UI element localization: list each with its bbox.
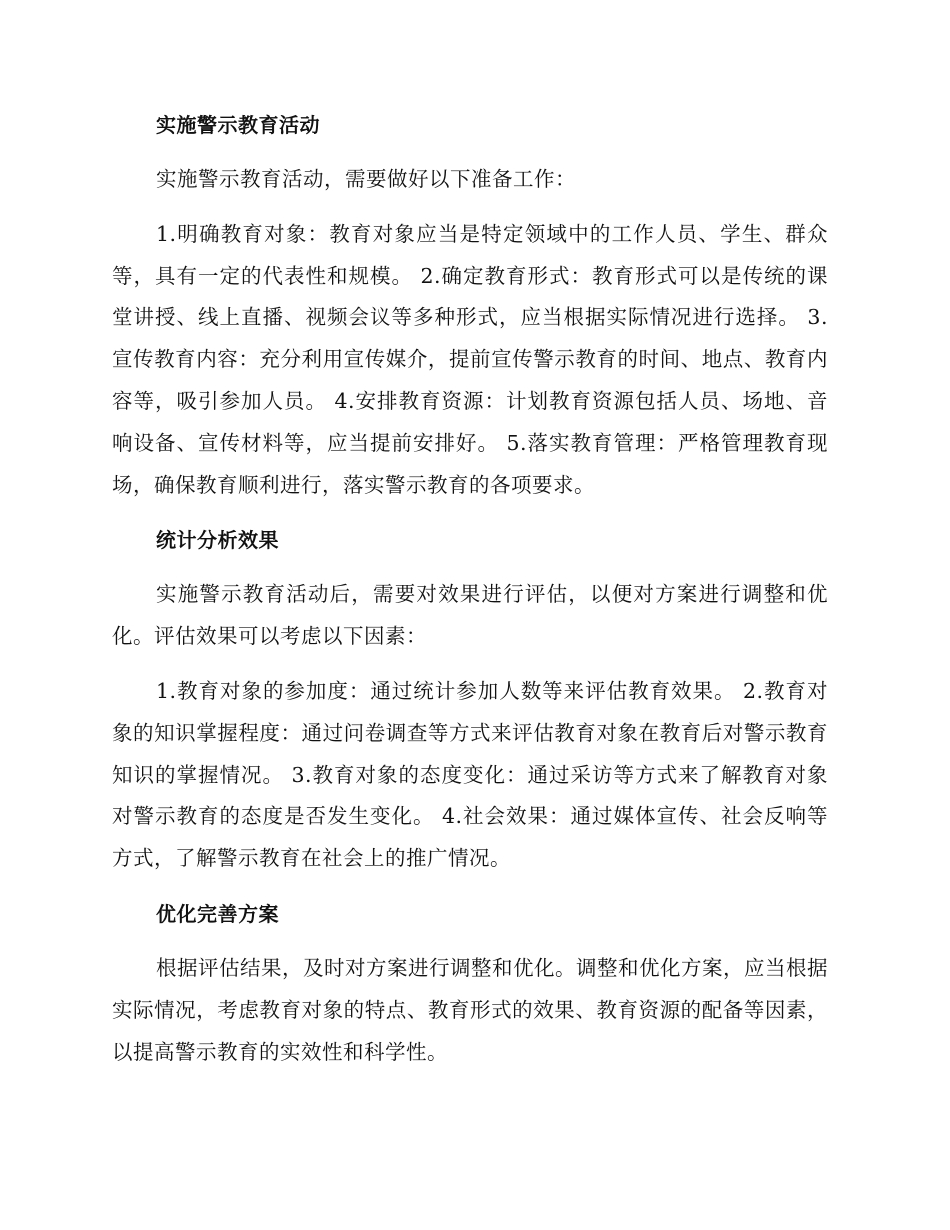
paragraph: 实施警示教育活动，需要做好以下准备工作：	[156, 167, 576, 191]
section-heading: 优化完善方案	[156, 901, 279, 926]
document-page	[112, 104, 828, 1073]
section-heading: 实施警示教育活动	[156, 113, 320, 137]
paragraph: 根据评估结果，及时对方案进行调整和优化。调整和优化方案，应当根据实际情况，考虑教育对象的特点、教育形式的效果、教育资源的配备等因素，以提高警示教育的实效性和科学性。	[112, 955, 828, 1064]
paragraph: 1.教育对象的参加度：通过统计参加人数等来评估教育效果。 2.教育对象的知识掌握程度：通过问卷调查等方式来评估教育对象在教育后对警示教育知识的掌握情况。 3.教育对象的态度变化：通过采访等方式来了解教育对象对警示教育的态度是否发生变化。 4.社会效果：通过媒体宣传、社会反响等方式，了解警示教育在社会上的推广情况。	[112, 678, 828, 871]
paragraph: 1.明确教育对象：教育对象应当是特定领域中的工作人员、学生、群众等，具有一定的代表性和规模。 2.确定教育形式：教育形式可以是传统的课堂讲授、线上直播、视频会议等多种形式，应当根据实际情况进行选择。 3.宣传教育内容：充分利用宣传媒介，提前宣传警示教育的时间、地点、教育内容等，吸引参加人员。 4.安排教育资源：计划教育资源包括人员、场地、音响设备、宣传材料等，应当提前安排好。 5.落实教育管理：严格管理教育现场，确保教育顺利进行，落实警示教育的各项要求。	[112, 221, 828, 497]
section-heading: 统计分析效果	[156, 528, 279, 553]
paragraph: 实施警示教育活动后，需要对效果进行评估，以便对方案进行调整和优化。评估效果可以考虑以下因素：	[112, 582, 828, 649]
